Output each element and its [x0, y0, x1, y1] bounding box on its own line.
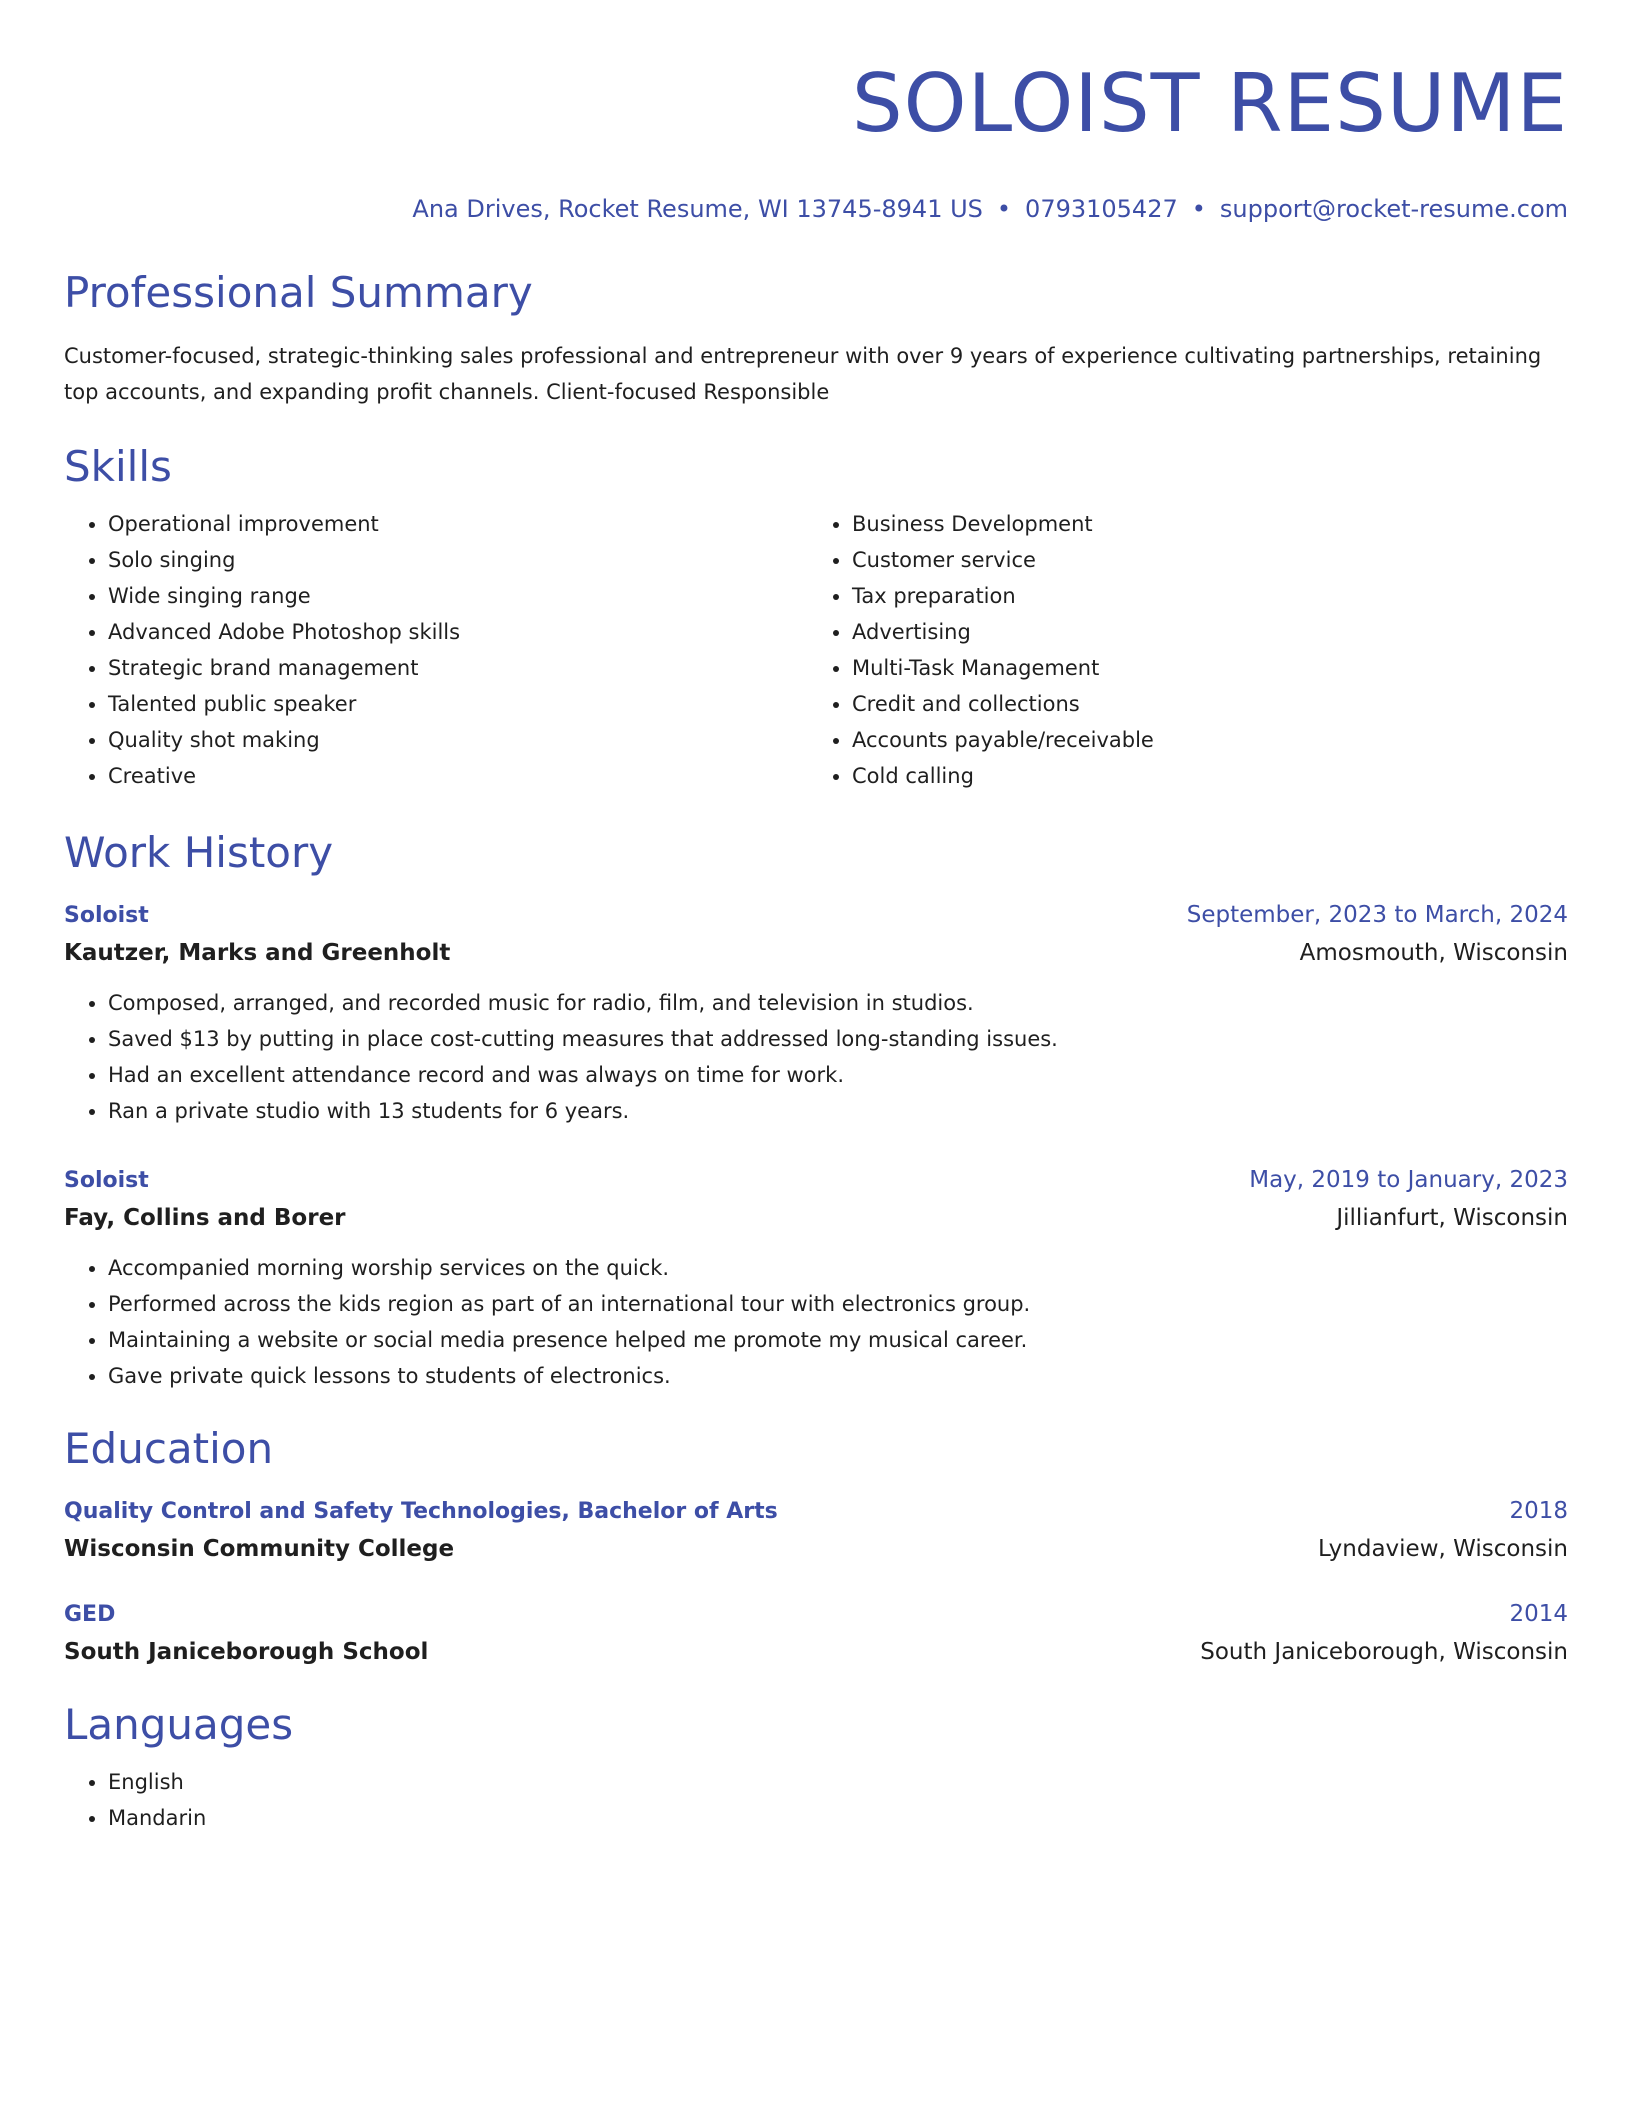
job-company: Fay, Collins and Borer [64, 1205, 346, 1231]
education-school-row [64, 1533, 1568, 1565]
education-heading: Education [64, 1424, 274, 1473]
job-dates: September, 2023 to March, 2024 [1186, 902, 1568, 928]
job-title: Soloist [64, 1168, 149, 1193]
education-school-row [64, 1636, 1568, 1668]
job-bullets [64, 985, 1568, 1129]
contact-address: Ana Drives, Rocket Resume, WI 13745-8941 US [412, 195, 983, 223]
education-year: 2018 [1509, 1498, 1568, 1524]
job-entry [64, 900, 1568, 1129]
education-school: South Janiceborough School [64, 1639, 429, 1665]
contact-separator: • [1191, 195, 1206, 223]
skill-item: • Wide singing range [108, 578, 808, 614]
education-school: Wisconsin Community College [64, 1536, 455, 1562]
skill-item: • Tax preparation [852, 578, 1552, 614]
contact-phone[interactable]: 0793105427 [1025, 195, 1178, 223]
language-item: • Mandarin [108, 1800, 1568, 1836]
skills-right-column [808, 506, 1552, 794]
education-header-row [64, 1599, 1568, 1630]
skill-item: • Quality shot making [108, 722, 808, 758]
job-entry [64, 1165, 1568, 1394]
skill-item: • Solo singing [108, 542, 808, 578]
languages-heading: Languages [64, 1700, 294, 1749]
contact-separator: • [996, 195, 1012, 223]
job-bullet: • Saved $13 by putting in place cost-cutting measures that addressed long-standing issues. [108, 1021, 1568, 1057]
skill-item: • Advanced Adobe Photoshop skills [108, 614, 808, 650]
work-history-heading: Work History [64, 828, 334, 877]
job-bullet: • Ran a private studio with 13 students for 6 years. [108, 1093, 1568, 1129]
skills-heading: Skills [64, 442, 172, 491]
job-location: Jillianfurt, Wisconsin [1336, 1205, 1568, 1231]
job-company-row [64, 1202, 1568, 1234]
job-bullet: • Accompanied morning worship services on the quick. [108, 1250, 1568, 1286]
contact-line [64, 194, 1568, 224]
job-header-row [64, 900, 1568, 931]
summary-heading: Professional Summary [64, 268, 533, 317]
job-bullet: • Had an excellent attendance record and was always on time for work. [108, 1057, 1568, 1093]
contact-email[interactable]: support@rocket-resume.com [1219, 195, 1568, 223]
skills-left-column [64, 506, 808, 794]
job-bullet: • Maintaining a website or social media presence helped me promote my musical career. [108, 1322, 1568, 1358]
language-item: • English [108, 1764, 1568, 1800]
skill-item: • Customer service [852, 542, 1552, 578]
skill-item: • Business Development [852, 506, 1552, 542]
education-degree: Quality Control and Safety Technologies, Bachelor of Arts [64, 1499, 778, 1524]
resume-title: SOLOIST RESUME [851, 57, 1568, 150]
education-degree: GED [64, 1602, 116, 1627]
job-location: Amosmouth, Wisconsin [1299, 940, 1568, 966]
education-entry [64, 1599, 1568, 1668]
skill-item: • Accounts payable/receivable [852, 722, 1552, 758]
job-company-row [64, 937, 1568, 969]
job-bullet: • Composed, arranged, and recorded music for radio, film, and television in studios. [108, 985, 1568, 1021]
skills-grid [64, 506, 1568, 794]
education-header-row [64, 1496, 1568, 1527]
education-year: 2014 [1509, 1601, 1568, 1627]
education-entry [64, 1496, 1568, 1565]
skill-item: • Cold calling [852, 758, 1552, 794]
education-location: South Janiceborough, Wisconsin [1200, 1639, 1568, 1665]
job-header-row [64, 1165, 1568, 1196]
job-title: Soloist [64, 903, 149, 928]
job-company: Kautzer, Marks and Greenholt [64, 940, 451, 966]
job-bullet: • Performed across the kids region as part of an international tour with electronics group. [108, 1286, 1568, 1322]
skill-item: • Multi-Task Management [852, 650, 1552, 686]
skill-item: • Strategic brand management [108, 650, 808, 686]
skill-item: • Creative [108, 758, 808, 794]
education-location: Lyndaview, Wisconsin [1317, 1536, 1568, 1562]
skill-item: • Advertising [852, 614, 1552, 650]
job-bullets [64, 1250, 1568, 1394]
skill-item: • Operational improvement [108, 506, 808, 542]
skill-item: • Talented public speaker [108, 686, 808, 722]
job-dates: May, 2019 to January, 2023 [1249, 1167, 1568, 1193]
languages-list [64, 1764, 1568, 1836]
job-bullet: • Gave private quick lessons to students of electronics. [108, 1358, 1568, 1394]
summary-text: Customer-focused, strategic-thinking sales professional and entrepreneur with over 9 years of experience cultivating partnerships, retaining top accounts, and expanding profit channels. Client-focused Responsible [64, 344, 1542, 404]
skill-item: • Credit and collections [852, 686, 1552, 722]
